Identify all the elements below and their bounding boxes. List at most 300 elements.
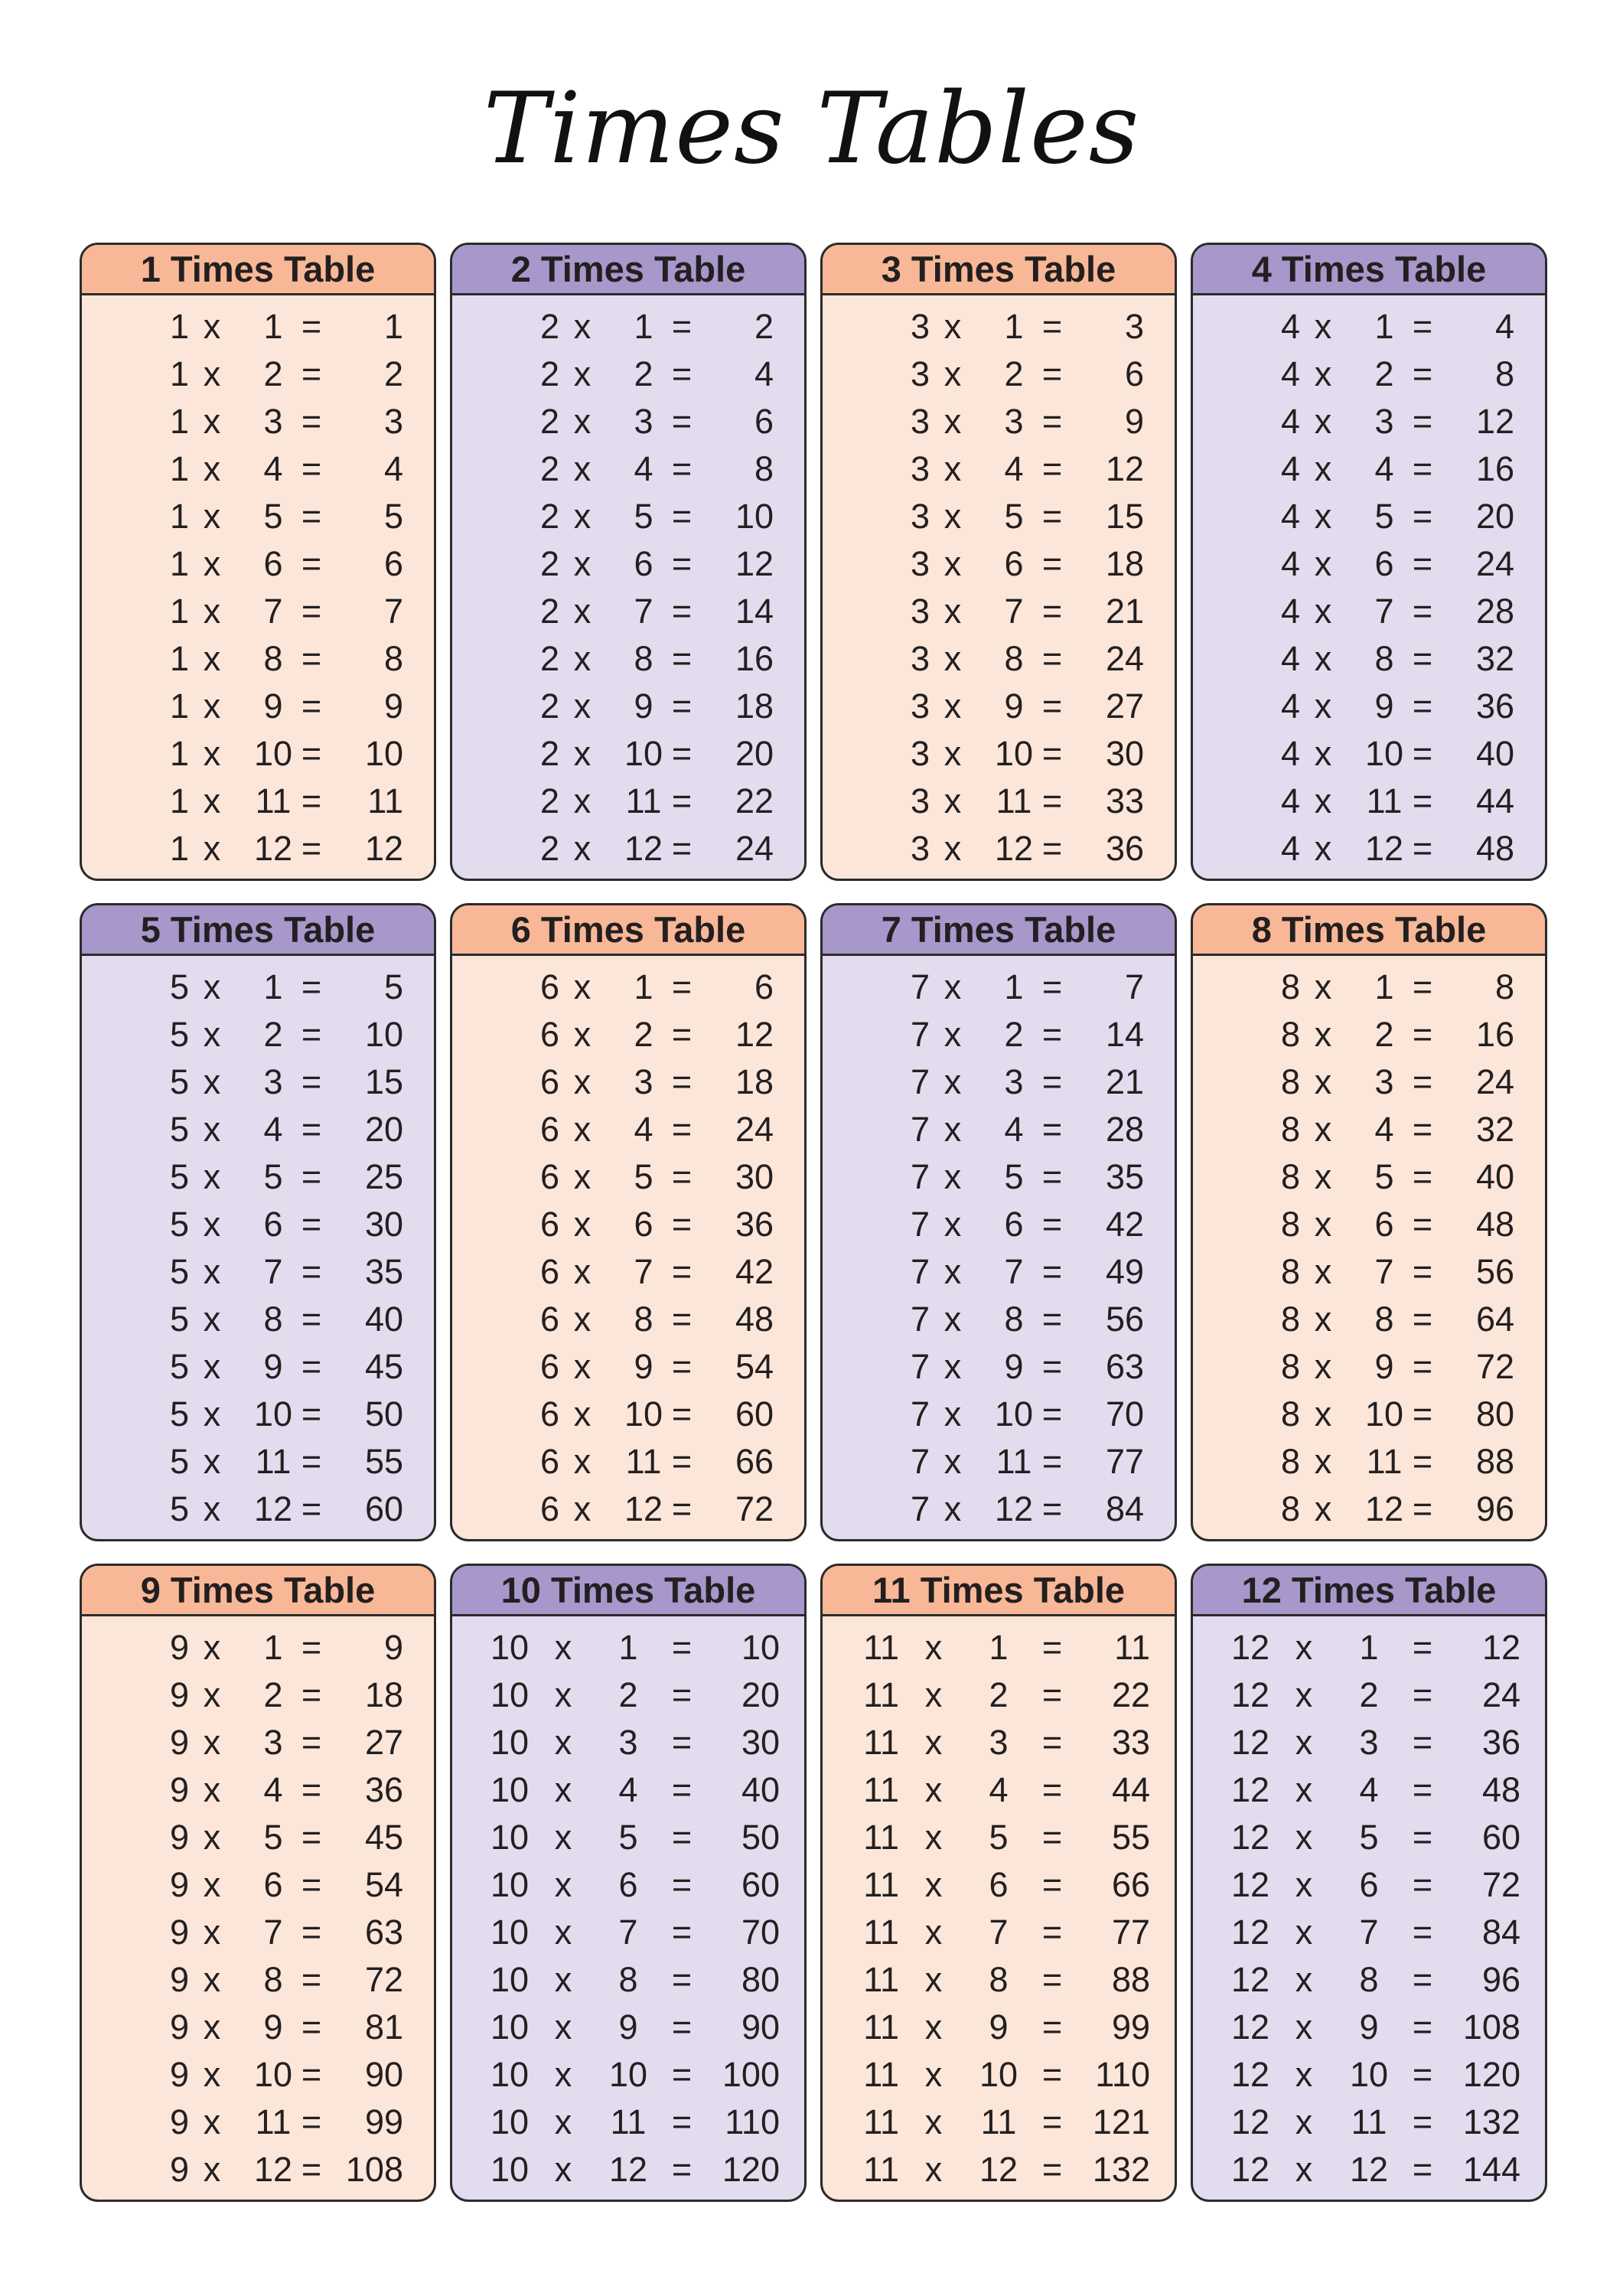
equation-row (82, 1011, 434, 1058)
equation-row (1193, 1486, 1545, 1533)
equals-sign: = (1041, 1960, 1063, 1999)
multiplicand: 5 (169, 967, 189, 1006)
multiplicand: 5 (169, 1062, 189, 1101)
product: 25 (364, 1157, 403, 1196)
equation-row (1193, 964, 1545, 1011)
equals-sign: = (671, 967, 693, 1006)
times-sign: x (203, 1062, 221, 1101)
product: 9 (1124, 402, 1144, 441)
times-sign: x (1314, 592, 1332, 631)
equation-row (823, 778, 1175, 825)
equation-row (823, 303, 1175, 351)
multiplicand: 8 (1280, 1442, 1300, 1481)
card-title: 2 Times Table (452, 245, 804, 295)
multiplier: 5 (263, 1157, 283, 1196)
multiplier: 5 (1359, 1818, 1379, 1857)
equals-sign: = (1412, 1300, 1433, 1339)
times-sign: x (203, 307, 221, 346)
product: 21 (1105, 1062, 1144, 1101)
equals-sign: = (671, 1015, 693, 1054)
equals-sign: = (301, 1675, 322, 1714)
times-sign: x (573, 1442, 592, 1481)
equals-sign: = (671, 1062, 693, 1101)
product: 8 (754, 449, 774, 488)
equation-row (82, 445, 434, 493)
card-title: 6 Times Table (452, 905, 804, 956)
multiplicand: 12 (1230, 1723, 1269, 1762)
times-sign: x (573, 592, 592, 631)
product: 6 (754, 967, 774, 1006)
multiplicand: 11 (863, 1913, 899, 1952)
times-table-card (820, 1564, 1177, 2202)
product: 6 (1124, 354, 1144, 393)
equals-sign: = (301, 1300, 322, 1339)
product: 12 (735, 544, 774, 583)
times-sign: x (554, 1770, 572, 1809)
equation-row (1193, 303, 1545, 351)
equation-row (82, 351, 434, 398)
multiplicand: 6 (539, 1062, 559, 1101)
equation-row (452, 1011, 804, 1058)
equation-row (823, 588, 1175, 635)
multiplicand: 10 (490, 1818, 529, 1857)
multiplicand: 8 (1280, 1157, 1300, 1196)
multiplicand: 11 (863, 2150, 899, 2189)
product: 40 (1475, 1157, 1514, 1196)
equation-row (1193, 1296, 1545, 1343)
product: 36 (1105, 829, 1144, 868)
product: 88 (1475, 1442, 1514, 1481)
multiplier: 9 (989, 2007, 1009, 2047)
product: 11 (367, 781, 403, 820)
times-sign: x (943, 1252, 962, 1291)
multiplicand: 1 (169, 354, 189, 393)
product: 45 (364, 1818, 403, 1857)
multiplicand: 5 (169, 1489, 189, 1528)
multiplicand: 1 (169, 592, 189, 631)
equals-sign: = (301, 2150, 322, 2189)
equals-sign: = (1041, 1157, 1063, 1196)
multiplicand: 11 (863, 1675, 899, 1714)
product: 120 (722, 2150, 780, 2189)
multiplier: 1 (263, 307, 283, 346)
multiplicand: 9 (169, 1818, 189, 1857)
multiplier: 8 (263, 1960, 283, 1999)
multiplicand: 1 (169, 402, 189, 441)
equals-sign: = (1412, 449, 1433, 488)
equals-sign: = (301, 1770, 322, 1809)
times-sign: x (1295, 2007, 1313, 2047)
times-sign: x (554, 2055, 572, 2094)
product: 33 (1105, 781, 1144, 820)
equals-sign: = (1041, 2102, 1063, 2141)
times-sign: x (573, 307, 592, 346)
multiplicand: 2 (539, 687, 559, 726)
product: 3 (383, 402, 403, 441)
equation-row (82, 1861, 434, 1909)
equation-row (1193, 398, 1545, 445)
times-table-card (1191, 243, 1547, 881)
times-sign: x (203, 1110, 221, 1149)
equals-sign: = (671, 781, 693, 820)
product: 66 (1111, 1865, 1150, 1904)
times-sign: x (554, 2102, 572, 2141)
multiplicand: 10 (490, 1628, 529, 1667)
equation-row (823, 1391, 1175, 1438)
equals-sign: = (671, 1252, 693, 1291)
equation-row (82, 1956, 434, 2004)
product: 70 (741, 1913, 780, 1952)
equals-sign: = (1412, 687, 1433, 726)
equation-list (823, 1616, 1175, 2200)
multiplicand: 4 (1280, 592, 1300, 631)
equation-list (823, 956, 1175, 1539)
multiplier: 3 (1004, 402, 1024, 441)
multiplier: 2 (989, 1675, 1009, 1714)
multiplicand: 2 (539, 354, 559, 393)
times-sign: x (554, 1628, 572, 1667)
equation-row (82, 1719, 434, 1766)
multiplier: 9 (1004, 687, 1024, 726)
multiplier: 7 (618, 1913, 638, 1952)
equals-sign: = (671, 402, 693, 441)
equals-sign: = (671, 307, 693, 346)
multiplicand: 4 (1280, 687, 1300, 726)
product: 30 (364, 1205, 403, 1244)
product: 40 (1475, 734, 1514, 773)
equals-sign: = (671, 2102, 693, 2141)
equation-row (1193, 351, 1545, 398)
multiplicand: 5 (169, 1394, 189, 1433)
product: 60 (1481, 1818, 1520, 1857)
product: 40 (741, 1770, 780, 1809)
equals-sign: = (301, 497, 322, 536)
times-sign: x (573, 1489, 592, 1528)
multiplicand: 9 (169, 2007, 189, 2047)
multiplier: 3 (1374, 1062, 1394, 1101)
equation-row (823, 493, 1175, 540)
multiplicand: 9 (169, 2055, 189, 2094)
multiplicand: 4 (1280, 402, 1300, 441)
product: 35 (364, 1252, 403, 1291)
product: 12 (1105, 449, 1144, 488)
product: 32 (1475, 639, 1514, 678)
multiplicand: 12 (1230, 1818, 1269, 1857)
product: 24 (1105, 639, 1144, 678)
product: 18 (735, 1062, 774, 1101)
equation-row (452, 778, 804, 825)
product: 6 (754, 402, 774, 441)
multiplicand: 12 (1230, 2102, 1269, 2141)
card-title: 5 Times Table (82, 905, 434, 956)
equals-sign: = (671, 1110, 693, 1149)
multiplier: 6 (1374, 544, 1394, 583)
product: 70 (1105, 1394, 1144, 1433)
equals-sign: = (1412, 2055, 1433, 2094)
equals-sign: = (1041, 1865, 1063, 1904)
times-sign: x (1314, 967, 1332, 1006)
multiplier: 4 (989, 1770, 1009, 1809)
times-sign: x (943, 402, 962, 441)
page-title: Times Tables (483, 72, 1140, 186)
equation-row (452, 303, 804, 351)
times-sign: x (1295, 1913, 1313, 1952)
multiplier: 10 (994, 734, 1034, 773)
equals-sign: = (1412, 2150, 1433, 2189)
equation-row (452, 1201, 804, 1248)
product: 42 (1105, 1205, 1144, 1244)
multiplier: 7 (989, 1913, 1009, 1952)
equals-sign: = (671, 1394, 693, 1433)
multiplicand: 4 (1280, 781, 1300, 820)
multiplicand: 8 (1280, 1110, 1300, 1149)
equals-sign: = (301, 1628, 322, 1667)
product: 12 (364, 829, 403, 868)
equals-sign: = (301, 687, 322, 726)
multiplicand: 1 (169, 687, 189, 726)
product: 10 (364, 1015, 403, 1054)
equation-row (82, 825, 434, 872)
product: 55 (1111, 1818, 1150, 1857)
product: 90 (741, 2007, 780, 2047)
multiplicand: 11 (863, 1960, 899, 1999)
times-sign: x (924, 1913, 943, 1952)
equals-sign: = (671, 497, 693, 536)
equation-list (1193, 295, 1545, 879)
equals-sign: = (671, 1913, 693, 1952)
times-sign: x (203, 1770, 221, 1809)
multiplicand: 9 (169, 1865, 189, 1904)
multiplicand: 9 (169, 2102, 189, 2141)
multiplier: 4 (634, 1110, 653, 1149)
product: 40 (364, 1300, 403, 1339)
times-sign: x (924, 1960, 943, 1999)
equals-sign: = (1412, 1628, 1433, 1667)
equation-row (1193, 493, 1545, 540)
multiplier: 7 (634, 1252, 653, 1291)
product: 5 (383, 497, 403, 536)
times-sign: x (1295, 1818, 1313, 1857)
equals-sign: = (301, 829, 322, 868)
multiplier: 4 (1374, 1110, 1394, 1149)
equals-sign: = (1412, 1442, 1433, 1481)
multiplicand: 5 (169, 1015, 189, 1054)
multiplicand: 6 (539, 1252, 559, 1291)
times-sign: x (943, 307, 962, 346)
equals-sign: = (1412, 829, 1433, 868)
times-sign: x (203, 1913, 221, 1952)
product: 84 (1481, 1913, 1520, 1952)
multiplier: 4 (263, 449, 283, 488)
product: 88 (1111, 1960, 1150, 1999)
multiplier: 11 (625, 1442, 662, 1481)
multiplicand: 1 (169, 544, 189, 583)
equals-sign: = (1412, 967, 1433, 1006)
multiplicand: 9 (169, 2150, 189, 2189)
multiplicand: 3 (910, 449, 930, 488)
times-sign: x (1295, 1723, 1313, 1762)
equation-row (823, 825, 1175, 872)
equals-sign: = (671, 829, 693, 868)
equals-sign: = (301, 1442, 322, 1481)
multiplicand: 7 (910, 967, 930, 1006)
multiplier: 1 (634, 307, 653, 346)
times-sign: x (943, 1205, 962, 1244)
equation-row (82, 2099, 434, 2146)
multiplier: 8 (1359, 1960, 1379, 1999)
equals-sign: = (1041, 1489, 1063, 1528)
times-sign: x (203, 1960, 221, 1999)
product: 5 (383, 967, 403, 1006)
equals-sign: = (1412, 307, 1433, 346)
times-sign: x (554, 2007, 572, 2047)
equation-row (452, 1058, 804, 1106)
equals-sign: = (301, 1394, 322, 1433)
equation-row (823, 1909, 1175, 1956)
multiplicand: 4 (1280, 497, 1300, 536)
multiplier: 2 (1004, 1015, 1024, 1054)
multiplier: 3 (634, 1062, 653, 1101)
times-sign: x (1295, 1770, 1313, 1809)
equals-sign: = (1412, 1252, 1433, 1291)
times-sign: x (1295, 1628, 1313, 1667)
times-sign: x (1314, 1110, 1332, 1149)
card-title: 12 Times Table (1193, 1566, 1545, 1616)
times-sign: x (943, 449, 962, 488)
product: 63 (1105, 1347, 1144, 1386)
product: 24 (1475, 1062, 1514, 1101)
multiplicand: 6 (539, 1394, 559, 1433)
equation-row (82, 1486, 434, 1533)
equation-row (452, 1248, 804, 1296)
product: 80 (1475, 1394, 1514, 1433)
multiplier: 10 (608, 2055, 648, 2094)
equation-row (82, 1624, 434, 1671)
multiplicand: 1 (169, 449, 189, 488)
multiplicand: 1 (169, 829, 189, 868)
multiplier: 12 (1364, 829, 1404, 868)
equation-row (82, 2004, 434, 2051)
times-sign: x (1314, 639, 1332, 678)
product: 36 (1475, 687, 1514, 726)
equals-sign: = (301, 1062, 322, 1101)
equals-sign: = (1041, 2007, 1063, 2047)
multiplicand: 6 (539, 1489, 559, 1528)
multiplier: 1 (1004, 967, 1024, 1006)
equation-row (452, 588, 804, 635)
product: 8 (383, 639, 403, 678)
equation-row (452, 1909, 804, 1956)
equation-row (823, 1624, 1175, 1671)
multiplier: 6 (1004, 544, 1024, 583)
multiplicand: 8 (1280, 1205, 1300, 1244)
multiplicand: 10 (490, 1770, 529, 1809)
multiplier: 6 (1359, 1865, 1379, 1904)
equals-sign: = (301, 781, 322, 820)
multiplicand: 7 (910, 1015, 930, 1054)
product: 55 (364, 1442, 403, 1481)
equation-list (452, 956, 804, 1539)
times-sign: x (203, 1252, 221, 1291)
product: 96 (1475, 1489, 1514, 1528)
multiplicand: 7 (910, 1062, 930, 1101)
multiplier: 6 (618, 1865, 638, 1904)
multiplier: 12 (1349, 2150, 1389, 2189)
multiplicand: 11 (863, 1865, 899, 1904)
product: 60 (735, 1394, 774, 1433)
equals-sign: = (671, 1347, 693, 1386)
multiplicand: 2 (539, 734, 559, 773)
multiplier: 8 (634, 639, 653, 678)
equation-row (823, 2099, 1175, 2146)
multiplier: 5 (634, 497, 653, 536)
product: 121 (1092, 2102, 1150, 2141)
product: 99 (1111, 2007, 1150, 2047)
product: 35 (1105, 1157, 1144, 1196)
multiplier: 6 (1374, 1205, 1394, 1244)
product: 77 (1105, 1442, 1144, 1481)
product: 18 (364, 1675, 403, 1714)
multiplier: 9 (1359, 2007, 1379, 2047)
multiplier: 10 (253, 734, 293, 773)
equation-row (82, 2146, 434, 2193)
multiplier: 3 (1359, 1723, 1379, 1762)
equals-sign: = (1412, 1675, 1433, 1714)
equation-row (82, 1106, 434, 1153)
multiplicand: 2 (539, 781, 559, 820)
multiplier: 8 (263, 639, 283, 678)
product: 99 (364, 2102, 403, 2141)
times-sign: x (1314, 1157, 1332, 1196)
multiplier: 4 (618, 1770, 638, 1809)
multiplicand: 4 (1280, 639, 1300, 678)
times-sign: x (203, 497, 221, 536)
multiplicand: 5 (169, 1205, 189, 1244)
product: 15 (1105, 497, 1144, 536)
product: 90 (364, 2055, 403, 2094)
equals-sign: = (1412, 1913, 1433, 1952)
equals-sign: = (1041, 1394, 1063, 1433)
equation-row (823, 1153, 1175, 1201)
equals-sign: = (671, 1818, 693, 1857)
equation-list (1193, 956, 1545, 1539)
equation-row (452, 493, 804, 540)
times-sign: x (554, 1960, 572, 1999)
equation-list (1193, 1616, 1545, 2200)
multiplicand: 3 (910, 592, 930, 631)
times-sign: x (203, 1347, 221, 1386)
multiplicand: 10 (490, 1960, 529, 1999)
equation-row (1193, 2004, 1545, 2051)
multiplicand: 3 (910, 307, 930, 346)
product: 6 (383, 544, 403, 583)
multiplier: 4 (634, 449, 653, 488)
equals-sign: = (671, 1770, 693, 1809)
multiplier: 11 (996, 1442, 1032, 1481)
multiplier: 10 (1349, 2055, 1389, 2094)
times-sign: x (943, 1442, 962, 1481)
product: 50 (741, 1818, 780, 1857)
equals-sign: = (1412, 1394, 1433, 1433)
multiplier: 9 (618, 2007, 638, 2047)
times-sign: x (573, 1252, 592, 1291)
multiplicand: 10 (490, 1723, 529, 1762)
equation-row (82, 1766, 434, 1814)
equation-row (452, 1486, 804, 1533)
times-sign: x (1314, 1489, 1332, 1528)
product: 2 (383, 354, 403, 393)
equals-sign: = (301, 1913, 322, 1952)
